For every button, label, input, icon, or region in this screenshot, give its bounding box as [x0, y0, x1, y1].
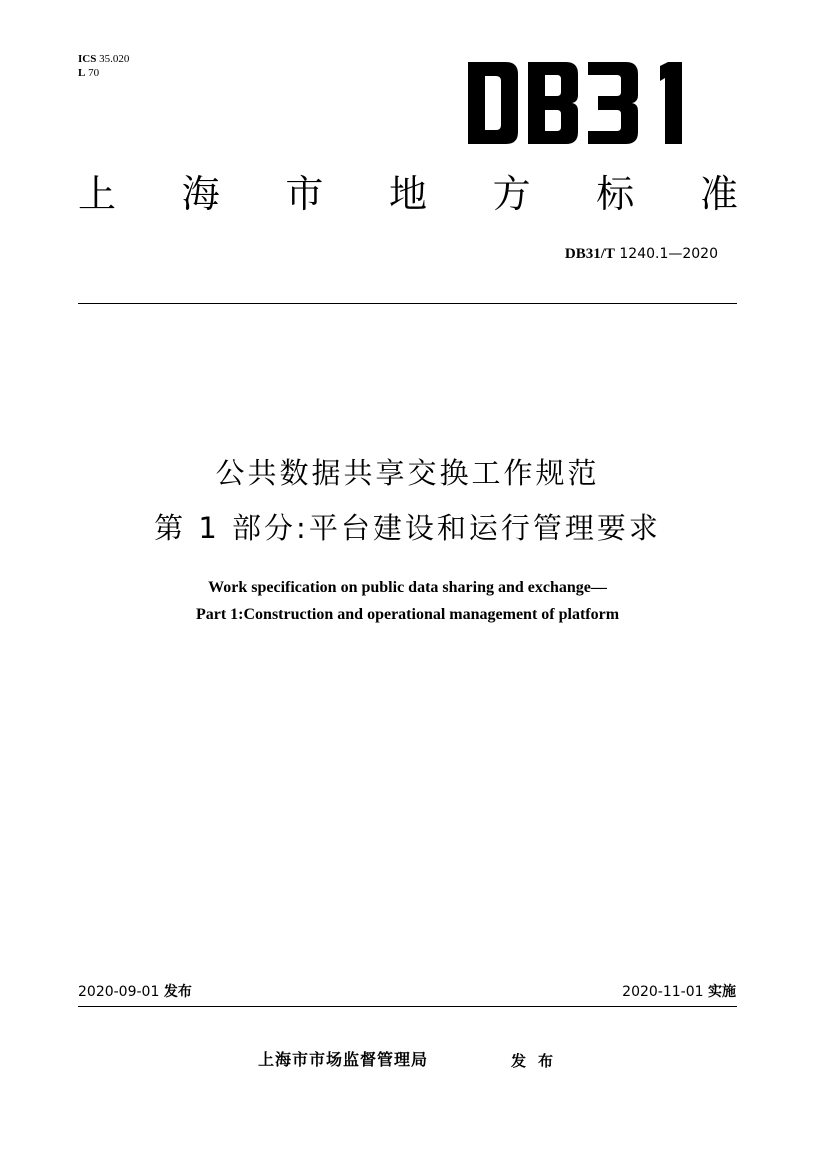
- issuing-authority: 上海市市场监督管理局: [258, 1050, 429, 1069]
- publish-label: 发布: [163, 984, 192, 1000]
- ics-code: 35.020: [99, 53, 130, 65]
- top-divider: [78, 303, 737, 304]
- standard-type-char: 准: [699, 172, 738, 216]
- standard-number-value: 1240.1—2020: [619, 246, 718, 262]
- publish-date: 2020-09-01: [78, 984, 160, 1000]
- implement-label: 实施: [708, 984, 736, 1000]
- issue-word: 发布: [511, 1052, 566, 1070]
- ccs-code-line: [78, 66, 129, 80]
- title-cn-line2: 第 1 部分:平台建设和运行管理要求: [154, 511, 661, 545]
- ics-label: ICS: [78, 53, 97, 65]
- standard-type-char: 标: [596, 172, 635, 216]
- db31-logo: [468, 62, 694, 144]
- standard-type-heading: [78, 170, 738, 218]
- title-en-line2: Part 1:Construction and operational management of platform: [195, 606, 620, 623]
- publish-date-line: [78, 983, 192, 1001]
- implement-date-line: [622, 983, 736, 1001]
- standard-number-prefix: DB31/T: [564, 246, 615, 262]
- standard-type-char: 市: [285, 172, 324, 216]
- standard-type-char: 海: [181, 172, 220, 216]
- ics-code-line: [78, 52, 129, 66]
- ccs-code: 70: [88, 67, 100, 79]
- implement-date: 2020-11-01: [622, 984, 704, 1000]
- bottom-divider: [78, 1006, 737, 1007]
- standard-type-char: 上: [78, 172, 117, 216]
- classification-codes: [78, 52, 129, 80]
- title-en-line1: Work specification on public data sharing and exchange—: [208, 579, 607, 596]
- standard-type-char: 地: [388, 172, 427, 216]
- ccs-label: L: [78, 67, 86, 79]
- standard-number: [565, 245, 718, 263]
- title-cn-line1: 公共数据共享交换工作规范: [215, 456, 600, 490]
- standard-type-char: 方: [492, 172, 531, 216]
